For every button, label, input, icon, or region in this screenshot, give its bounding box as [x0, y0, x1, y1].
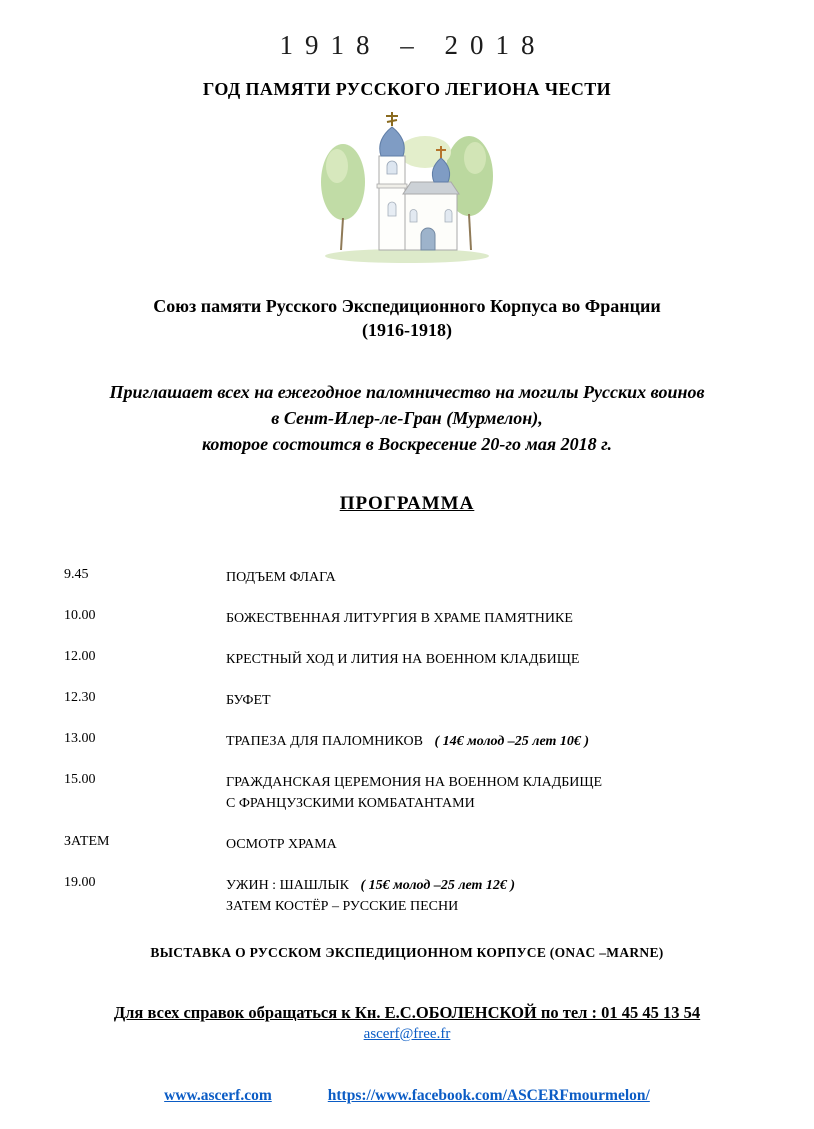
- program-description: КРЕСТНЫЙ ХОД И ЛИТИЯ НА ВОЕННОМ КЛАДБИЩЕ: [226, 651, 580, 667]
- exhibition-note: ВЫСТАВКА О РУССКОМ ЭКСПЕДИЦИОННОМ КОРПУСЕ (ONAC –MARNE): [150, 944, 664, 960]
- program-time: 19.00: [64, 874, 96, 890]
- price-note: ( 14€ молод –25 лет 10€ ): [434, 733, 590, 749]
- invitation-line-2: в Сент-Илер-ле-Гран (Мурмелон),: [271, 407, 543, 428]
- church-illustration: [317, 110, 497, 265]
- main-title: ГОД ПАМЯТИ РУССКОГО ЛЕГИОНА ЧЕСТИ: [202, 79, 612, 99]
- program-time: ЗАТЕМ: [64, 833, 110, 849]
- program-time: 10.00: [64, 607, 96, 623]
- program-activity: ГРАЖДАНСКАЯ ЦЕРЕМОНИЯ НА ВОЕННОМ КЛАДБИЩЕ: [226, 774, 603, 790]
- facebook-link[interactable]: https://www.facebook.com/ASCERFmourmelon/: [327, 1086, 650, 1104]
- email-link[interactable]: ascerf@free.fr: [363, 1025, 451, 1042]
- invitation-block: [40, 379, 774, 457]
- email-line: [40, 1026, 774, 1043]
- organization-name: Союз памяти Русского Экспедиционного Корпуса во Франции: [153, 296, 661, 316]
- invitation-line-1: Приглашает всех на ежегодное паломничество на могилы Русских воинов: [109, 381, 705, 402]
- program-row: [64, 772, 774, 814]
- contact-line: Для всех справок обращаться к Кн. Е.С.ОБОЛЕНСКОЙ по тел : 01 45 45 13 54: [113, 1002, 701, 1022]
- program-description: [226, 875, 774, 917]
- program-list: [64, 567, 774, 917]
- years-heading: 1918 – 2018: [279, 30, 547, 60]
- program-description: ПОДЪЕМ ФЛАГА: [226, 569, 336, 585]
- program-title: ПРОГРАММА: [339, 492, 475, 514]
- program-row: [64, 834, 774, 855]
- program-description: [226, 772, 774, 814]
- program-time: 12.00: [64, 648, 96, 664]
- program-description: БОЖЕСТВЕННАЯ ЛИТУРГИЯ В ХРАМЕ ПАМЯТНИКЕ: [226, 610, 573, 626]
- program-time: 13.00: [64, 730, 96, 746]
- program-row: [64, 649, 774, 670]
- program-time: 12.30: [64, 689, 96, 705]
- program-activity-line-2: С ФРАНЦУЗСКИМИ КОМБАТАНТАМИ: [226, 795, 475, 811]
- program-activity-line-1: [226, 875, 754, 896]
- program-row: [64, 731, 774, 752]
- program-description: ОСМОТР ХРАМА: [226, 836, 337, 852]
- program-time: 15.00: [64, 771, 96, 787]
- footer-links: [40, 1087, 774, 1105]
- invitation-line-3: которое состоится в Воскресение 20-го мая 2018 г.: [201, 433, 613, 454]
- program-time: 9.45: [64, 566, 89, 582]
- program-activity: УЖИН : ШАШЛЫК: [226, 877, 349, 893]
- program-activity-line-2: ЗАТЕМ КОСТЁР – РУССКИЕ ПЕСНИ: [226, 898, 459, 914]
- program-row: [64, 875, 774, 917]
- program-row: [64, 567, 774, 588]
- illustration-container: [40, 110, 774, 270]
- organization-years: (1916-1918): [362, 320, 452, 341]
- program-row: [64, 608, 774, 629]
- program-activity: ТРАПЕЗА ДЛЯ ПАЛОМНИКОВ: [226, 733, 423, 749]
- price-note: ( 15€ молод –25 лет 12€ ): [360, 877, 516, 893]
- program-description: БУФЕТ: [226, 692, 271, 708]
- website-link[interactable]: www.ascerf.com: [164, 1086, 272, 1104]
- program-description: [226, 731, 774, 752]
- program-row: [64, 690, 774, 711]
- organization-block: [40, 294, 774, 343]
